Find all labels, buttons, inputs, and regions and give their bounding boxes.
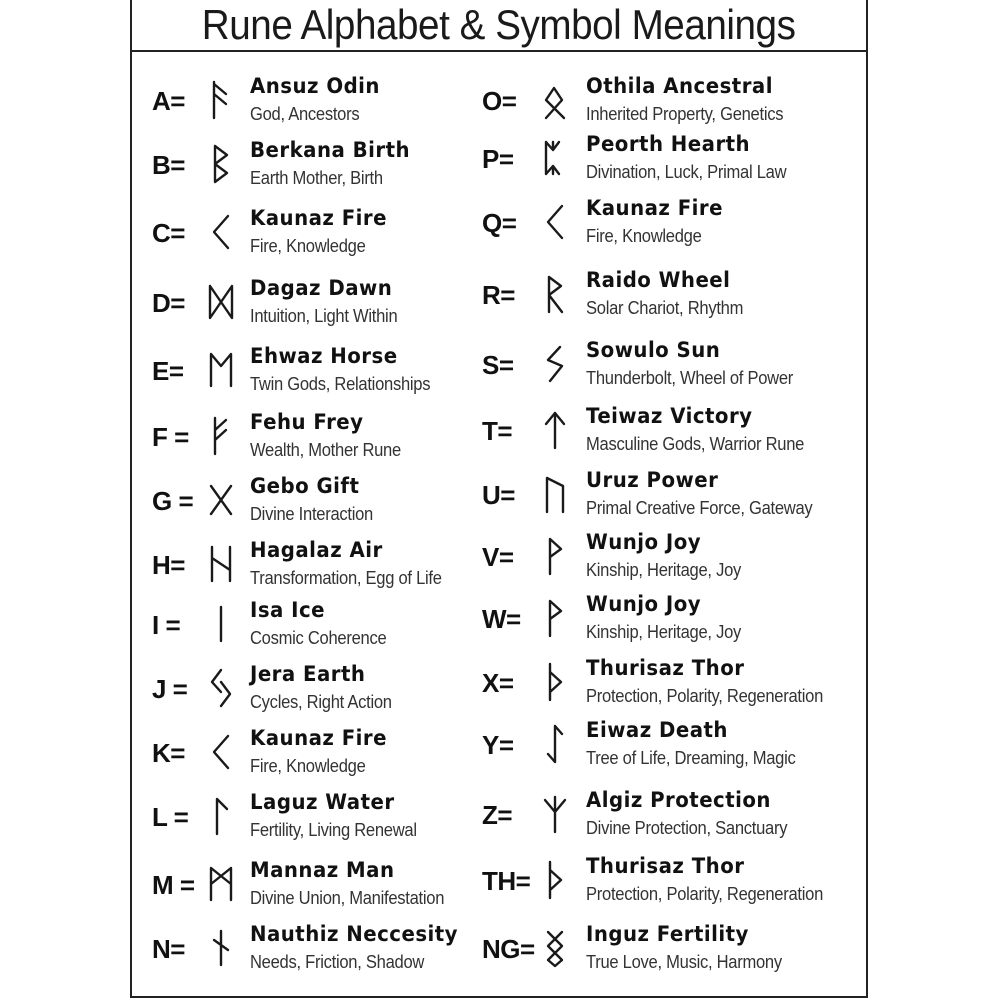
- laguz-rune-icon: [206, 796, 236, 836]
- rune-letter: G =: [152, 486, 194, 516]
- rune-entry-p: [482, 132, 862, 192]
- rune-entry-v: [482, 530, 862, 590]
- rune-entry-g: [146, 474, 486, 534]
- rune-letter: C=: [152, 218, 185, 248]
- fehu-rune-icon: [206, 416, 236, 456]
- kaunaz-rune-icon: [206, 212, 236, 252]
- rune-meaning: Divination, Luck, Primal Law: [586, 162, 787, 182]
- rune-letter: A=: [152, 86, 185, 116]
- rune-meaning: Fire, Knowledge: [250, 236, 366, 256]
- rune-entry-a: [146, 74, 486, 134]
- rune-meaning: Twin Gods, Relationships: [250, 374, 431, 394]
- rune-letter: U=: [482, 480, 515, 510]
- berkana-rune-icon: [206, 144, 236, 184]
- rune-letter: L =: [152, 802, 189, 832]
- rune-meaning: Kinship, Heritage, Joy: [586, 622, 742, 642]
- rune-chart: [130, 0, 868, 998]
- rune-name: Berkana Birth: [250, 138, 411, 162]
- inguz-rune-icon: [540, 928, 570, 968]
- jera-rune-icon: [206, 668, 236, 708]
- rune-entry-x: [482, 656, 862, 716]
- rune-letter: NG=: [482, 934, 535, 964]
- rune-entry-s: [482, 338, 862, 398]
- rune-letter: P=: [482, 144, 514, 174]
- rune-meaning: Fire, Knowledge: [250, 756, 366, 776]
- kaunaz-rune-icon: [206, 732, 236, 772]
- rune-entry-i: [146, 598, 486, 658]
- hagalaz-rune-icon: [206, 544, 236, 584]
- rune-entry-t: [482, 404, 862, 464]
- rune-letter: S=: [482, 350, 514, 380]
- rune-name: Kaunaz Fire: [250, 726, 387, 750]
- mannaz-rune-icon: [206, 864, 236, 904]
- rune-meaning: Cycles, Right Action: [250, 692, 392, 712]
- rune-letter: W=: [482, 604, 521, 634]
- rune-entry-r: [482, 268, 862, 328]
- title-bar: [132, 0, 866, 52]
- rune-meaning: Solar Chariot, Rhythm: [586, 298, 744, 318]
- rune-entry-f: [146, 410, 486, 470]
- rune-name: Isa Ice: [250, 598, 326, 622]
- rune-meaning: Fire, Knowledge: [586, 226, 702, 246]
- rune-entry-th: [482, 854, 862, 914]
- rune-letter: X=: [482, 668, 514, 698]
- ansuz-rune-icon: [206, 80, 236, 120]
- rune-entry-z: [482, 788, 862, 848]
- rune-meaning: Divine Interaction: [250, 504, 373, 524]
- ehwaz-rune-icon: [206, 350, 236, 390]
- rune-entry-b: [146, 138, 486, 198]
- rune-entry-j: [146, 662, 486, 722]
- rune-meaning: Wealth, Mother Rune: [250, 440, 401, 460]
- rune-letter: N=: [152, 934, 185, 964]
- rune-meaning: Needs, Friction, Shadow: [250, 952, 425, 972]
- rune-meaning: Divine Union, Manifestation: [250, 888, 445, 908]
- rune-letter: Y=: [482, 730, 514, 760]
- sowulo-rune-icon: [540, 344, 570, 384]
- rune-meaning: Cosmic Coherence: [250, 628, 387, 648]
- rune-name: Eiwaz Death: [586, 718, 728, 742]
- kaunaz-rune-icon: [540, 202, 570, 242]
- rune-entry-c: [146, 206, 486, 266]
- rune-meaning: Transformation, Egg of Life: [250, 568, 442, 588]
- rune-letter: J =: [152, 674, 188, 704]
- wunjo-rune-icon: [540, 536, 570, 576]
- eiwaz-rune-icon: [540, 724, 570, 764]
- raido-rune-icon: [540, 274, 570, 314]
- rune-name: Wunjo Joy: [586, 592, 702, 616]
- rune-name: Othila Ancestral: [586, 74, 773, 98]
- teiwaz-rune-icon: [540, 410, 570, 450]
- rune-name: Thurisaz Thor: [586, 854, 745, 878]
- rune-entry-q: [482, 196, 862, 256]
- rune-name: Sowulo Sun: [586, 338, 721, 362]
- rune-meaning: Protection, Polarity, Regeneration: [586, 884, 824, 904]
- rune-letter: Z=: [482, 800, 513, 830]
- rune-letter: O=: [482, 86, 517, 116]
- rune-letter: K=: [152, 738, 185, 768]
- rune-name: Uruz Power: [586, 468, 719, 492]
- rune-meaning: Kinship, Heritage, Joy: [586, 560, 742, 580]
- thurisaz-rune-icon: [540, 662, 570, 702]
- rune-entry-ng: [482, 922, 862, 982]
- rune-entry-l: [146, 790, 486, 850]
- rune-entry-m: [146, 858, 486, 918]
- rune-entry-u: [482, 468, 862, 528]
- rune-name: Ehwaz Horse: [250, 344, 398, 368]
- othila-rune-icon: [540, 80, 570, 120]
- rune-name: Teiwaz Victory: [586, 404, 753, 428]
- rune-meaning: Intuition, Light Within: [250, 306, 398, 326]
- page-title: Rune Alphabet & Symbol Meanings: [202, 1, 796, 48]
- rune-letter: D=: [152, 288, 185, 318]
- rune-letter: B=: [152, 150, 185, 180]
- rune-name: Raido Wheel: [586, 268, 731, 292]
- rune-name: Peorth Hearth: [586, 132, 751, 156]
- rune-entry-k: [146, 726, 486, 786]
- rune-letter: R=: [482, 280, 515, 310]
- rune-name: Mannaz Man: [250, 858, 395, 882]
- rune-letter: Q=: [482, 208, 517, 238]
- rune-name: Fehu Frey: [250, 410, 364, 434]
- rune-name: Wunjo Joy: [586, 530, 702, 554]
- wunjo-rune-icon: [540, 598, 570, 638]
- rune-entry-y: [482, 718, 862, 778]
- rune-meaning: Protection, Polarity, Regeneration: [586, 686, 824, 706]
- rune-letter: I =: [152, 610, 181, 640]
- rune-name: Jera Earth: [250, 662, 366, 686]
- rune-entry-o: [482, 74, 862, 134]
- peorth-rune-icon: [540, 138, 570, 178]
- rune-letter: TH=: [482, 866, 531, 896]
- rune-name: Dagaz Dawn: [250, 276, 393, 300]
- rune-meaning: Thunderbolt, Wheel of Power: [586, 368, 794, 388]
- rune-entry-w: [482, 592, 862, 652]
- rune-letter: E=: [152, 356, 184, 386]
- rune-meaning: Earth Mother, Birth: [250, 168, 383, 188]
- rune-name: Inguz Fertility: [586, 922, 749, 946]
- rune-name: Gebo Gift: [250, 474, 360, 498]
- rune-letter: M =: [152, 870, 195, 900]
- thurisaz-rune-icon: [540, 860, 570, 900]
- rune-name: Algiz Protection: [586, 788, 771, 812]
- rune-letter: F =: [152, 422, 189, 452]
- algiz-rune-icon: [540, 794, 570, 834]
- rune-name: Kaunaz Fire: [250, 206, 387, 230]
- rune-entry-n: [146, 922, 486, 982]
- rune-name: Laguz Water: [250, 790, 395, 814]
- rune-entry-h: [146, 538, 486, 598]
- rune-name: Hagalaz Air: [250, 538, 383, 562]
- rune-name: Ansuz Odin: [250, 74, 380, 98]
- isa-rune-icon: [206, 604, 236, 644]
- rune-entry-e: [146, 344, 486, 404]
- rune-meaning: True Love, Music, Harmony: [586, 952, 782, 972]
- dagaz-rune-icon: [206, 282, 236, 322]
- rune-entry-d: [146, 276, 486, 336]
- rune-meaning: Fertility, Living Renewal: [250, 820, 417, 840]
- rune-letter: H=: [152, 550, 185, 580]
- rune-meaning: Primal Creative Force, Gateway: [586, 498, 813, 518]
- rune-name: Thurisaz Thor: [586, 656, 745, 680]
- rune-name: Nauthiz Neccesity: [250, 922, 459, 946]
- rune-meaning: God, Ancestors: [250, 104, 360, 124]
- rune-meaning: Tree of Life, Dreaming, Magic: [586, 748, 796, 768]
- nauthiz-rune-icon: [206, 928, 236, 968]
- gebo-rune-icon: [206, 480, 236, 520]
- rune-meaning: Masculine Gods, Warrior Rune: [586, 434, 805, 454]
- uruz-rune-icon: [540, 474, 570, 514]
- rune-meaning: Inherited Property, Genetics: [586, 104, 784, 124]
- rune-letter: T=: [482, 416, 513, 446]
- rune-name: Kaunaz Fire: [586, 196, 723, 220]
- rune-letter: V=: [482, 542, 514, 572]
- rune-meaning: Divine Protection, Sanctuary: [586, 818, 788, 838]
